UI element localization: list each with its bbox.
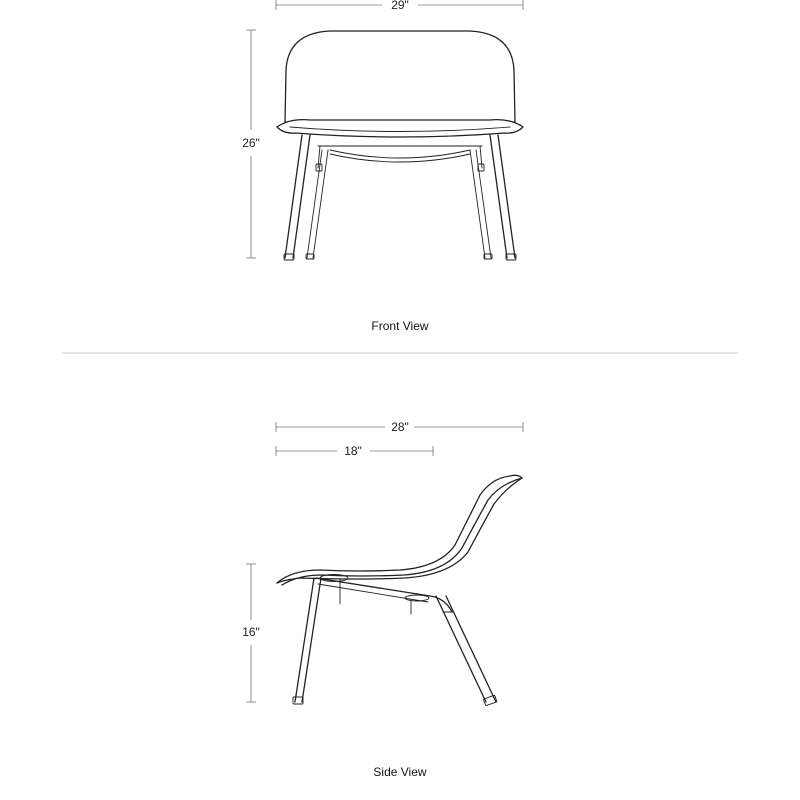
- side-seat-depth-dimension: [276, 444, 433, 458]
- side-depth-dimension: [276, 420, 523, 434]
- front-view: [242, 0, 523, 333]
- side-seat-depth-label: 18": [344, 444, 362, 458]
- side-view: [242, 420, 523, 779]
- front-view-caption: Front View: [371, 319, 429, 333]
- side-depth-label: 28": [391, 420, 409, 434]
- side-seat-height-dimension: [242, 564, 260, 702]
- front-height-label: 26": [242, 136, 260, 150]
- side-seat-height-label: 16": [242, 625, 260, 639]
- side-view-caption: Side View: [373, 765, 427, 779]
- chair-front-drawing: [277, 31, 523, 260]
- front-width-dimension: [276, 0, 523, 12]
- front-width-label: 29": [391, 0, 409, 12]
- front-height-dimension: [242, 30, 260, 258]
- chair-side-drawing: [277, 475, 522, 705]
